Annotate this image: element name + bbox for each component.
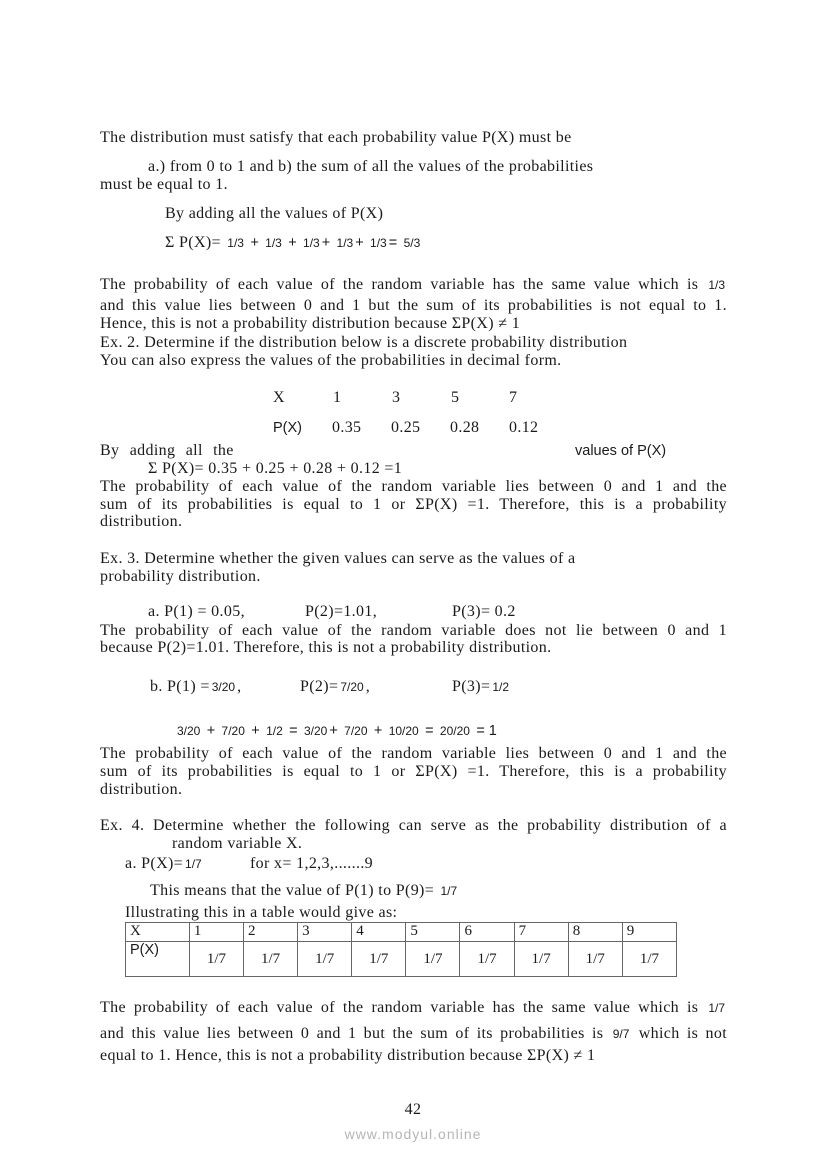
operator: + <box>206 723 216 739</box>
text: and this value lies between 0 and 1 but the sum of its probabilities is <box>100 1025 604 1042</box>
fraction: 1/3 <box>265 236 282 250</box>
x-value: 7 <box>509 389 518 406</box>
ex3-b-p3 <box>452 678 511 696</box>
fraction: 1/3 <box>370 236 387 250</box>
x-value: 9 <box>622 923 676 942</box>
sum-equation-1: Σ P(X)= 1/3 + 1/3 + 1/3 + 1/3 + 1/3 = 5/3 <box>165 234 421 251</box>
condition-a-b: a.) from 0 to 1 and b) the sum of all the values of the probabilities <box>148 158 594 175</box>
ex4-for: for x= 1,2,3,.......9 <box>250 855 374 872</box>
x-value: 5 <box>406 923 460 942</box>
fraction: 1/2 <box>266 724 283 738</box>
operator: = 1 <box>476 723 497 739</box>
fraction: 1/3 <box>227 236 244 250</box>
fraction: 1/2 <box>492 680 510 694</box>
ex2-sum: Σ P(X)= 0.35 + 0.25 + 0.28 + 0.12 =1 <box>148 460 403 477</box>
text: which is not <box>638 1025 728 1042</box>
fraction: 1/3 <box>708 278 725 292</box>
x-value: 8 <box>568 923 622 942</box>
p-value: 0.25 <box>391 419 421 436</box>
ex3-a-p2: P(2)=1.01, <box>305 603 378 620</box>
ex3-title-1: Ex. 3. Determine whether the given values can serve as the values of a <box>100 550 576 567</box>
text: The probability of each value of the random variable has the same value which is <box>100 999 699 1016</box>
adding-line: By adding all the values of P(X) <box>165 205 384 222</box>
x-value: 6 <box>460 923 514 942</box>
ex4-a <box>125 855 204 873</box>
x-value: 2 <box>244 923 298 942</box>
fraction: 1/7 <box>477 950 497 967</box>
x-label: X <box>126 923 190 942</box>
fraction: 3/20 <box>211 680 236 694</box>
x-value: 4 <box>352 923 406 942</box>
fraction: 1/7 <box>440 884 458 898</box>
ex3-b-p1 <box>150 678 241 696</box>
ex2-conclusion-1: The probability of each value of the random variable lies between 0 and 1 and the <box>100 478 727 495</box>
condition-cont: must be equal to 1. <box>100 176 228 193</box>
ex3-conclusion-3: distribution. <box>100 781 183 798</box>
x-value: 7 <box>514 923 568 942</box>
watermark: www.modyul.online <box>344 1126 482 1142</box>
ex3-a-p3: P(3)= 0.2 <box>452 603 516 620</box>
ex3-a-conclusion-2: because P(2)=1.01. Therefore, this is not a probability distribution. <box>100 639 552 656</box>
fraction: 1/7 <box>185 857 202 871</box>
conclusion-1-line1 <box>100 276 727 294</box>
text: P(3)= <box>452 678 491 695</box>
fraction: 1/7 <box>423 950 443 967</box>
ex2-conclusion-3: distribution. <box>100 513 183 530</box>
p-value: 0.35 <box>332 419 362 436</box>
ex2-subtitle: You can also express the values of the probabilities in decimal form. <box>100 352 562 369</box>
intro-line: The distribution must satisfy that each probability value P(X) must be <box>100 129 572 146</box>
operator: + <box>329 723 338 739</box>
ex4-conclusion-1 <box>100 999 727 1017</box>
fraction: 1/7 <box>708 1001 725 1015</box>
sum-label: Σ P(X)= <box>165 234 221 251</box>
conclusion-1-line2: and this value lies between 0 and 1 but the sum of its probabilities is not equal to 1. <box>100 297 727 314</box>
ex3-b-p2 <box>300 678 370 696</box>
fraction: 5/3 <box>403 236 421 250</box>
p-label: P(X) <box>273 420 302 436</box>
comma: , <box>237 678 242 695</box>
ex3-a-conclusion-1: The probability of each value of the random variable does not lie between 0 and 1 <box>100 622 727 639</box>
ex3-conclusion-2: sum of its probabilities is equal to 1 or ΣP(X) =1. Therefore, this is a probability <box>100 763 727 780</box>
x-value: 1 <box>333 389 342 406</box>
fraction: 1/7 <box>315 950 335 967</box>
fraction: 20/20 <box>439 724 470 738</box>
x-label: X <box>273 389 285 406</box>
fraction: 1/7 <box>206 950 227 967</box>
comma: , <box>365 678 371 695</box>
p-value: 0.12 <box>509 419 539 436</box>
x-value: 5 <box>451 389 460 406</box>
ex3-b-sum <box>175 722 497 740</box>
fraction: 1/7 <box>261 950 281 967</box>
ex4-table <box>125 922 677 977</box>
text: This means that the value of P(1) to P(9)= <box>150 882 435 899</box>
operator: = <box>289 723 298 739</box>
ex3-a-p1: a. P(1) = 0.05, <box>148 603 245 620</box>
fraction: 1/3 <box>336 236 354 250</box>
fraction: 1/7 <box>639 950 659 967</box>
fraction: 1/7 <box>369 950 389 967</box>
ex4-title-2: random variable X. <box>172 835 303 852</box>
ex2-title: Ex. 2. Determine if the distribution below is a discrete probability distribution <box>100 334 628 351</box>
fraction: 3/20 <box>303 724 328 738</box>
page-number: 42 <box>404 1101 422 1118</box>
operator: = <box>425 723 434 739</box>
ex4-title-1: Ex. 4. Determine whether the following can serve as the probability distribution of a <box>100 817 727 834</box>
ex2-adding: By adding all the <box>100 442 234 459</box>
fraction: 7/20 <box>221 724 245 738</box>
operator: + <box>251 723 260 739</box>
fraction: 7/20 <box>340 680 364 694</box>
text: a. P(X)= <box>125 855 184 872</box>
fraction: 10/20 <box>388 724 419 738</box>
ex4-conclusion-2 <box>100 1025 727 1043</box>
fraction: 9/7 <box>612 1027 630 1041</box>
p-value: 0.28 <box>450 419 480 436</box>
text: The probability of each value of the random variable has the same value which is <box>100 276 699 293</box>
text: b. P(1) = <box>150 678 210 695</box>
fraction: 7/20 <box>344 724 368 738</box>
ex3-title-2: probability distribution. <box>100 568 261 585</box>
ex3-conclusion-1: The probability of each value of the random variable lies between 0 and 1 and the <box>100 745 727 762</box>
conclusion-1-line3: Hence, this is not a probability distribution because ΣP(X) ≠ 1 <box>100 315 521 332</box>
text: P(2)= <box>300 678 339 695</box>
x-value: 3 <box>298 923 352 942</box>
ex4-conclusion-3: equal to 1. Hence, this is not a probability distribution because ΣP(X) ≠ 1 <box>100 1047 596 1064</box>
x-value: 3 <box>392 389 401 406</box>
ex2-conclusion-2: sum of its probabilities is equal to 1 or ΣP(X) =1. Therefore, this is a probability <box>100 496 727 513</box>
x-value: 1 <box>189 923 243 942</box>
ex4-means <box>150 882 459 900</box>
fraction: 1/7 <box>531 950 551 967</box>
fraction: 1/3 <box>303 236 320 250</box>
ex4-illustrating: Illustrating this in a table would give as: <box>125 904 398 921</box>
fraction: 1/7 <box>585 950 605 967</box>
ex2-adding-end: values of P(X) <box>575 443 667 459</box>
p-label: P(X) <box>126 942 190 977</box>
fraction: 3/20 <box>177 724 201 738</box>
operator: + <box>373 723 383 739</box>
